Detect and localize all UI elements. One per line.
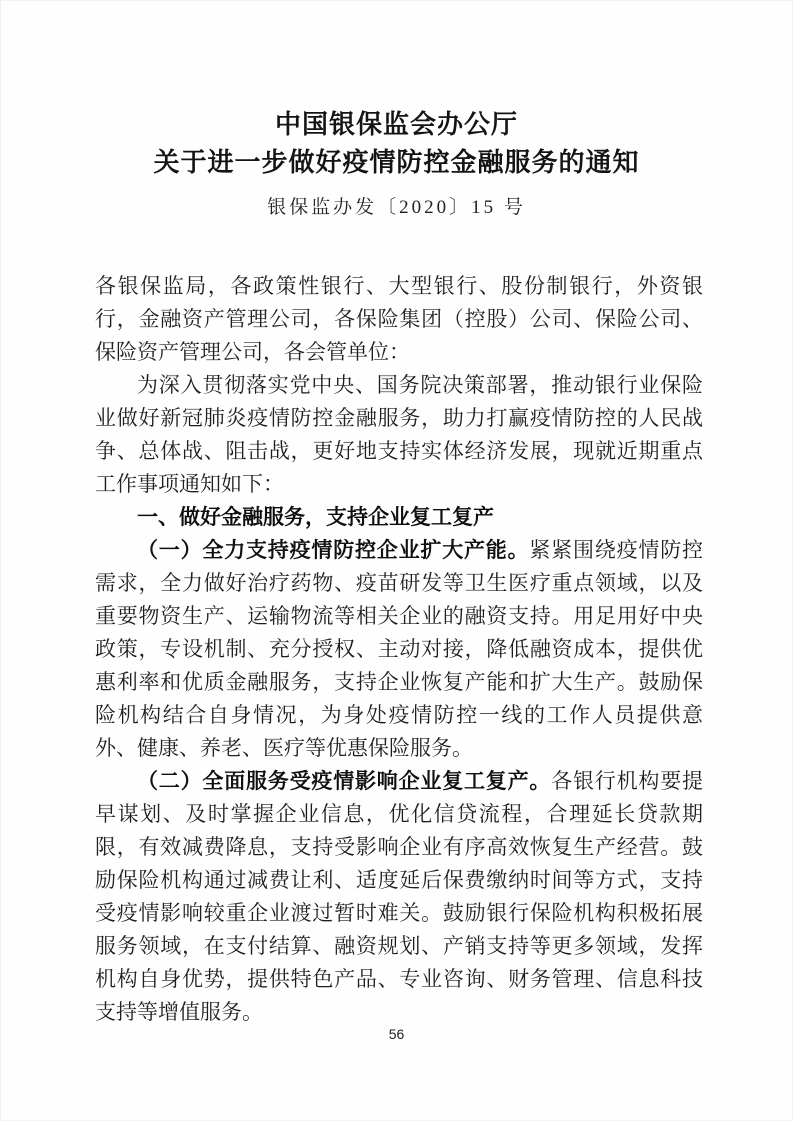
section-1-item-1-lead: （一）全力支持疫情防控企业扩大产能。 — [137, 538, 530, 562]
document-body — [0, 270, 793, 1029]
section-1-item-1-text: 紧紧围绕疫情防控需求，全力做好治疗药物、疫苗研发等卫生医疗重点领域，以及重要物资生产、运输物流等相关企业的融资支持。用足用好中央政策，专设机制、充分授权、主动对接，降低融资成本，提供优惠利率和优质金融服务，支持企业恢复产能和扩大生产。鼓励保险机构结合自身情况，为身处疫情防控一线的工作人员提供意外、健康、养老、医疗等优惠保险服务。 — [95, 538, 704, 760]
recipients-paragraph: 各银保监局，各政策性银行、大型银行、股份制银行，外资银行，金融资产管理公司，各保险集团（控股）公司、保险公司、保险资产管理公司，各会管单位： — [95, 274, 703, 364]
document-title: 关于进一步做好疫情防控金融服务的通知 — [153, 148, 640, 177]
section-1-item-1-paragraph — [95, 534, 703, 765]
document-number: 银保监办发〔2020〕15 号 — [267, 197, 526, 218]
intro-paragraph: 为深入贯彻落实党中央、国务院决策部署，推动银行业保险业做好新冠肺炎疫情防控金融服务，助力打赢疫情防控的人民战争、总体战、阻击战，更好地支持实体经济发展，现就近期重点工作事项通知如下： — [95, 373, 703, 496]
page-number: 56 — [388, 1026, 405, 1042]
section-1-item-2-lead: （二）全面服务受疫情影响企业复工复产。 — [137, 769, 552, 793]
document-header — [0, 0, 793, 222]
document-footer — [0, 1026, 793, 1044]
section-1-item-2-text: 各银行机构要提早谋划、及时掌握企业信息，优化信贷流程，合理延长贷款期限，有效减费降息，支持受影响企业有序高效恢复生产经营。鼓励保险机构通过减费让利、适度延后保费缴纳时间等方式，支持受疫情影响较重企业渡过暂时难关。鼓励银行保险机构积极拓展服务领域，在支付结算、融资规划、产销支持等更多领域，发挥机构自身优势，提供特色产品、专业咨询、财务管理、信息科技支持等增值服务。 — [95, 769, 704, 1024]
issuing-office-title: 中国银保监会办公厅 — [274, 110, 518, 139]
section-1-heading: 一、做好金融服务，支持企业复工复产 — [137, 506, 494, 529]
section-1-item-2-paragraph — [95, 765, 703, 1029]
